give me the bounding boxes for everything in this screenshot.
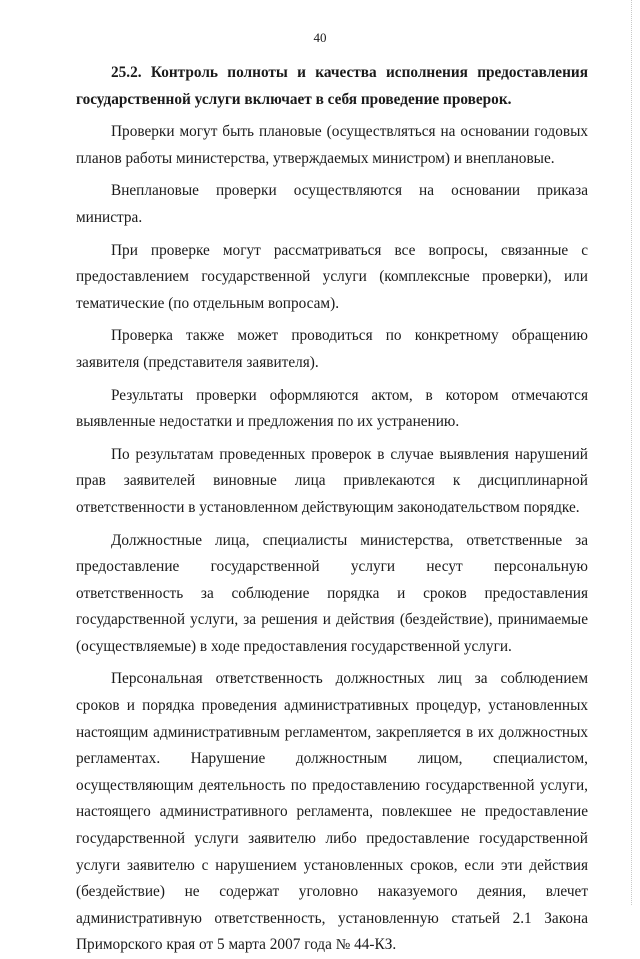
paragraph: Внеплановые проверки осуществляются на основании приказа министра. [76,182,588,226]
paragraph: Должностные лица, специалисты министерства, ответственные за предоставление государственной услуги несут персональную ответственность за соблюдение порядка и сроков предоставления государственной услуги, за решения и действия (бездействие), принимаемые (осуществляемые) в ходе предоставления государственной услуги. [76,531,588,655]
paragraph: Результаты проверки оформляются актом, в котором отмечаются выявленные недостатки и предложения по их устранению. [76,386,588,431]
paragraph: Проверки могут быть плановые (осуществляться на основании годовых планов работы министерства, утверждаемых министром) и внеплановые. [76,123,588,167]
document-body [76,60,588,959]
section-heading: 25.2. Контроль полноты и качества исполнения предоставления государственной услуги включает в себя проведение проверок. [76,64,588,108]
page-number: 40 [313,30,327,45]
paragraph: Персональная ответственность должностных лиц за соблюдением сроков и порядка проведения административных процедур, установленных настоящим административным регламентом, закрепляется в их должностных регламентах. Нарушение должностным лицом, специалистом, осуществляющим деятельность по предоставлению государственной услуги, настоящего административного регламента, повлекшее не предоставление государственной услуги заявителю либо предоставление государственной услуги заявителю с нарушением установленных сроков, если эти действия (бездействие) не содержат уголовно наказуемого деяния, влечет административную ответственность, установленную статьей 2.1 Закона Приморского края от 5 марта 2007 года № 44-КЗ. [76,670,588,954]
scan-edge-line [630,0,632,905]
paragraph: Проверка также может проводиться по конкретному обращению заявителя (представителя заявителя). [76,327,588,371]
paragraph: При проверке могут рассматриваться все вопросы, связанные с предоставлением государственной услуги (комплексные проверки), или тематические (по отдельным вопросам). [76,241,588,312]
paragraph: По результатам проведенных проверок в случае выявления нарушений прав заявителей виновные лица привлекаются к дисциплинарной ответственности в установленном действующим законодательством порядке. [76,445,588,516]
